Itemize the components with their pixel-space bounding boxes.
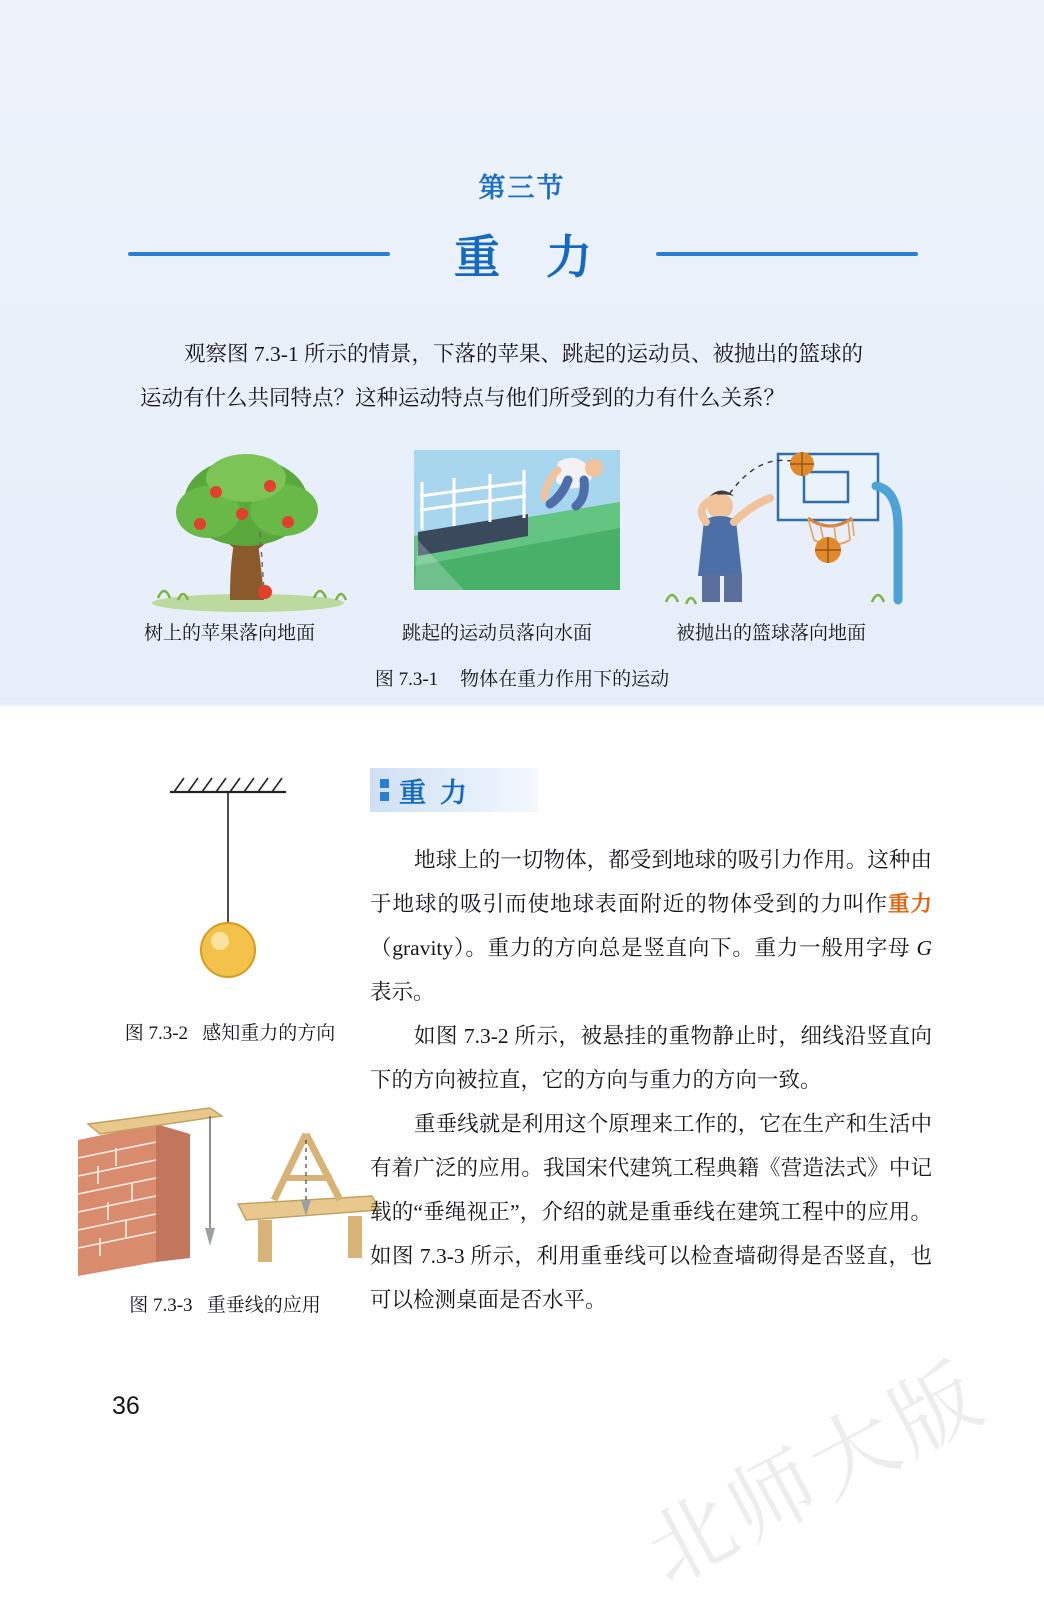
illustration-apple-tree	[138, 440, 368, 620]
basketball-svg	[658, 440, 908, 615]
watermark: 北师大版	[631, 1344, 1002, 1603]
figure-731-images	[120, 440, 930, 620]
figure-733-text: 重垂线的应用	[206, 1295, 321, 1316]
band-edge-divider	[0, 703, 1044, 708]
illustration-diver	[408, 440, 628, 620]
body-p1-symbol: G	[916, 936, 932, 960]
intro-paragraph	[140, 332, 930, 420]
apple-tree-svg	[138, 440, 368, 615]
figure-733-caption	[55, 1290, 395, 1317]
title-rule-right	[656, 252, 918, 256]
figure-732-caption	[60, 1018, 400, 1045]
caption-apple: 树上的苹果落向地面	[144, 623, 316, 644]
figure-732-text: 感知重力的方向	[202, 1023, 336, 1044]
body-paragraph-2: 如图 7.3-2 所示，被悬挂的重物静止时，细线沿竖直向下的方向被拉直，它的方向与重力的方向一致。	[370, 1024, 932, 1092]
body-text-column	[370, 838, 932, 1322]
intro-line-1: 观察图 7.3-1 所示的情景，下落的苹果、跳起的运动员、被抛出的篮球的	[184, 342, 864, 366]
illustration-basketball	[658, 440, 908, 620]
figure-731-captions	[120, 618, 930, 646]
body-paragraph-3: 重垂线就是利用这个原理来工作的，它在生产和生活中有着广泛的应用。我国宋代建筑工程典籍《营造法式》中记载的“垂绳视正”，介绍的就是重垂线在建筑工程中的应用。如图 7.3-3 所示，利用重垂线可以检查墙砌得是否竖直，也可以检测桌面是否水平。	[370, 1112, 932, 1312]
figure-733-image	[60, 1100, 390, 1280]
body-paragraph-1	[370, 838, 932, 1014]
body-p1-c: 表示。	[370, 980, 435, 1004]
caption-basketball: 被抛出的篮球落向地面	[676, 623, 867, 644]
figure-733-label: 图 7.3-3	[129, 1295, 193, 1316]
pendulum-svg	[104, 760, 404, 1010]
body-p1-a: 地球上的一切物体，都受到地球的吸引力作用。这种由于地球的吸引而使地球表面附近的物体受到的力叫作	[370, 848, 932, 916]
body-p1-highlight: 重力	[887, 892, 932, 916]
figure-732-image	[104, 760, 404, 1010]
caption-diver: 跳起的运动员落向水面	[402, 623, 593, 644]
title-rule-left	[128, 252, 390, 256]
figure-731-label: 图 7.3-1	[374, 669, 439, 690]
figure-732-label: 图 7.3-2	[124, 1023, 189, 1044]
heading-marker-icon	[374, 779, 389, 801]
diver-svg	[408, 440, 628, 615]
plumbline-svg	[60, 1100, 390, 1285]
page-title-row	[128, 222, 918, 286]
section-label: 第三节	[478, 173, 566, 203]
figure-731-title	[0, 664, 1044, 691]
body-p1-b: （gravity）。重力的方向总是竖直向下。重力一般用字母	[370, 936, 917, 960]
subsection-heading-label: 重力	[399, 777, 481, 808]
brick-wall	[78, 1108, 222, 1276]
player-figure	[698, 490, 770, 602]
subsection-heading	[370, 768, 538, 812]
trestle-table	[238, 1134, 380, 1262]
figure-731-text: 物体在重力作用下的运动	[460, 669, 670, 690]
intro-line-2: 运动有什么共同特点？这种运动特点与他们所受到的力有什么关系？	[140, 386, 786, 410]
page-title: 重力	[454, 231, 638, 283]
page-number: 36	[112, 1392, 140, 1420]
